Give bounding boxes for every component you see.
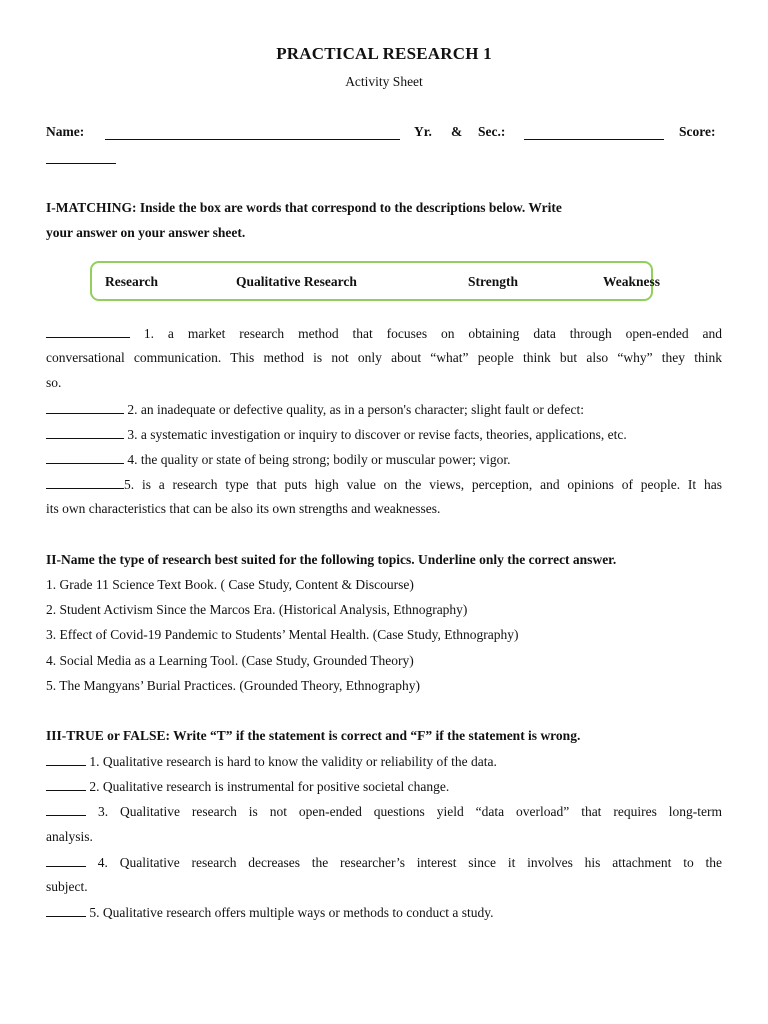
word-box-choice: Strength [468, 274, 519, 289]
section2-heading: II-Name the type of research best suited for the following topics. Underline only the correct answer. [46, 552, 617, 567]
list-item: 3. Qualitative research is not open-ended questions yield “data overload” that requires long-term [46, 803, 722, 820]
answer-blank[interactable] [46, 904, 86, 917]
list-item: 5. Qualitative research offers multiple ways or methods to conduct a study. [46, 904, 722, 921]
name-label: Name: [46, 124, 85, 139]
answer-blank[interactable] [46, 753, 86, 766]
page-title: PRACTICAL RESEARCH 1 [276, 44, 492, 63]
list-item-continuation: analysis. [46, 829, 93, 844]
list-item: 1. Grade 11 Science Text Book. ( Case Study, Content & Discourse) [46, 577, 414, 592]
list-item: 1. a market research method that focuses on obtaining data through open-ended and [46, 325, 722, 342]
word-box-choice: Research [105, 274, 158, 289]
answer-blank[interactable] [46, 451, 124, 464]
sec-label: Sec.: [478, 124, 506, 139]
list-item: 5. is a research type that puts high value on the views, perception, and opinions of people. It has [46, 476, 722, 493]
section3-heading: III-TRUE or FALSE: Write “T” if the statement is correct and “F” if the statement is wrong. [46, 728, 581, 743]
answer-blank[interactable] [46, 803, 86, 816]
answer-blank[interactable] [46, 426, 124, 439]
answer-blank[interactable] [46, 325, 130, 338]
list-item: 3. Effect of Covid-19 Pandemic to Students’ Mental Health. (Case Study, Ethnography) [46, 627, 519, 642]
answer-blank[interactable] [46, 401, 124, 414]
list-item-continuation: its own characteristics that can be also its own strengths and weaknesses. [46, 501, 441, 516]
list-item: 4. Qualitative research decreases the researcher’s interest since it involves his attachment to the [46, 854, 722, 871]
section1-heading-line2: your answer on your answer sheet. [46, 225, 246, 240]
score-label: Score: [679, 124, 716, 139]
yr-label: Yr. [414, 124, 432, 139]
list-item: 1. Qualitative research is hard to know the validity or reliability of the data. [46, 753, 722, 770]
answer-blank[interactable] [46, 476, 124, 489]
answer-blank[interactable] [46, 854, 86, 867]
list-item: 2. Qualitative research is instrumental for positive societal change. [46, 778, 722, 795]
word-box-choice: Weakness [603, 274, 661, 289]
ampersand: & [451, 124, 463, 139]
score-blank[interactable] [46, 151, 116, 164]
list-item: 4. the quality or state of being strong; bodily or muscular power; vigor. [46, 451, 722, 468]
list-item: 2. Student Activism Since the Marcos Era. (Historical Analysis, Ethnography) [46, 602, 468, 617]
list-item-continuation: subject. [46, 879, 88, 894]
list-item: 3. a systematic investigation or inquiry to discover or revise facts, theories, applications, etc. [46, 426, 722, 443]
yr-sec-blank[interactable] [524, 127, 664, 140]
list-item-continuation: conversational communication. This method is not only about “what” people think but also “why” they think [46, 350, 722, 365]
word-box-choice: Qualitative Research [236, 274, 357, 289]
section1-heading-line1: I-MATCHING: Inside the box are words that correspond to the descriptions below. Write [46, 200, 562, 215]
list-item: 2. an inadequate or defective quality, as in a person's character; slight fault or defect: [46, 401, 722, 418]
word-box [90, 261, 653, 301]
list-item-continuation: so. [46, 375, 62, 390]
name-blank[interactable] [105, 127, 400, 140]
list-item: 5. The Mangyans’ Burial Practices. (Grounded Theory, Ethnography) [46, 678, 421, 693]
answer-blank[interactable] [46, 778, 86, 791]
list-item: 4. Social Media as a Learning Tool. (Case Study, Grounded Theory) [46, 653, 414, 668]
page-subtitle: Activity Sheet [345, 74, 423, 89]
